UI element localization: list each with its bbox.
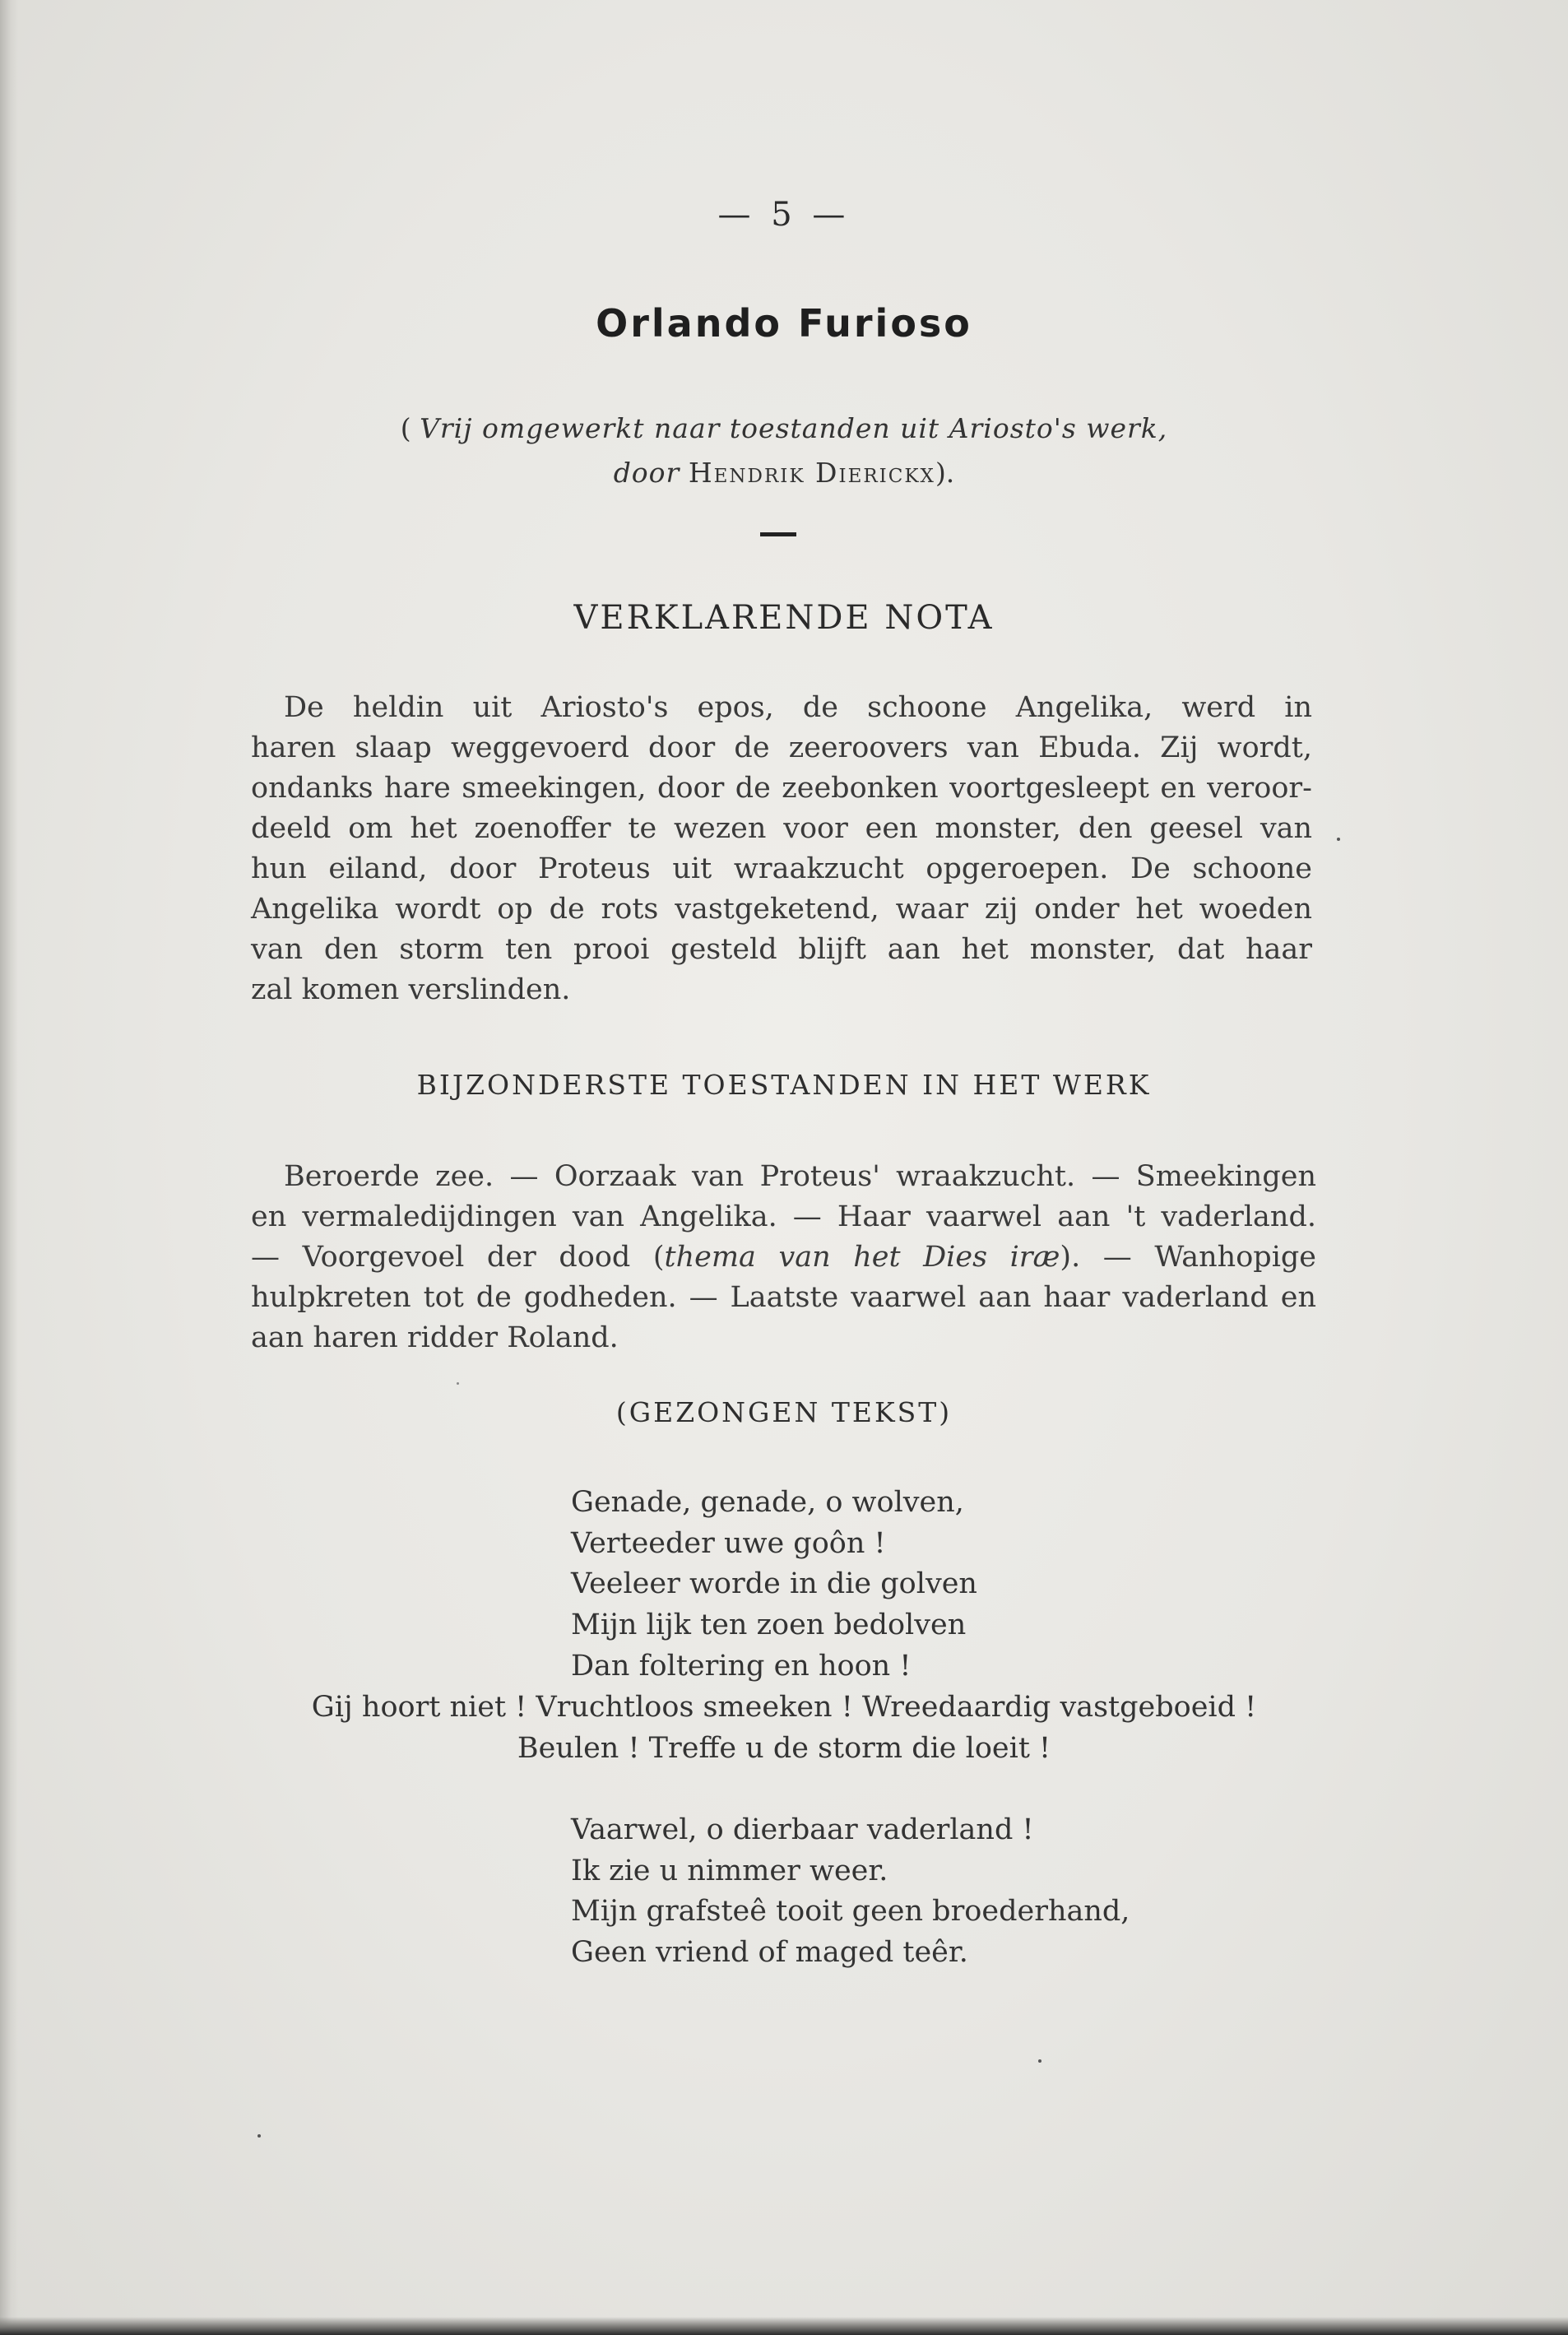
verse-line: Mijn grafsteê tooit geen broederhand, [571, 1895, 1130, 1929]
subtitle-line-1 [0, 406, 1568, 451]
toestanden-line: Beroerde zee. — Oorzaak van Proteus' wraakzucht. — Smeekingen [284, 1160, 1316, 1193]
subtitle-credit-text: Vrij omgewerkt naar toestanden uit Ariosto's werk, [420, 412, 1168, 444]
verse-line: Dan foltering en hoon ! [571, 1649, 912, 1683]
toestanden-line: en vermaledijdingen van Angelika. — Haar vaarwel aan 't vaderland. [251, 1200, 1316, 1233]
subtitle-close-paren: ). [935, 457, 955, 489]
toestanden-line [251, 1237, 1316, 1278]
refrain-line: Beulen ! Treffe u de storm die loeit ! [517, 1731, 1051, 1765]
refrain-line: Gij hoort niet ! Vruchtloos smeeken ! Wreedaardig vastgeboeid ! [311, 1691, 1257, 1724]
verse-line: Verteeder uwe goôn ! [571, 1526, 886, 1560]
toestanden-line: hulpkreten tot de godheden. — Laatste vaarwel aan haar vaderland en [251, 1281, 1316, 1314]
page-number: — 5 — [717, 196, 851, 234]
subtitle [0, 406, 1568, 495]
title-divider [760, 532, 796, 536]
nota-line: De heldin uit Ariosto's epos, de schoone Angelika, werd in [284, 691, 1312, 724]
verse-line: Geen vriend of maged teêr. [571, 1936, 968, 1970]
nota-paragraph [251, 688, 1312, 1010]
verse-line: Vaarwel, o dierbaar vaderland ! [571, 1813, 1034, 1846]
nota-line: deeld om het zoenoffer te wezen voor een monster, den geesel van [251, 812, 1312, 845]
page-left-edge [0, 0, 18, 2335]
verse-line: Ik zie u nimmer weer. [571, 1854, 888, 1887]
section-heading-gezongen: (GEZONGEN TEKST) [615, 1396, 953, 1428]
nota-line: zal komen verslinden. [251, 973, 571, 1006]
verse-line: Veeleer worde in die golven [571, 1567, 977, 1601]
dies-irae-theme: thema van het Dies iræ [664, 1241, 1060, 1274]
nota-line: ondanks hare smeekingen, door de zeebonken voortgesleept en veroor- [251, 772, 1312, 805]
verse-stanza-1 [571, 1483, 977, 1687]
toestanden-line3-pre: — Voorgevoel der dood ( [251, 1241, 665, 1274]
nota-line: van den storm ten prooi gesteld blijft aan het monster, dat haar [251, 933, 1312, 966]
verse-line: Mijn lijk ten zoen bedolven [571, 1609, 967, 1642]
nota-line: hun eiland, door Proteus uit wraakzucht opgeroepen. De schoone [251, 852, 1312, 885]
paper-speck [257, 2134, 261, 2138]
toestanden-line3-post: ). — Wanhopige [1060, 1241, 1317, 1274]
paper-speck [457, 1382, 459, 1385]
subtitle-open-paren: ( [400, 412, 420, 444]
toestanden-line: aan haren ridder Roland. [251, 1321, 619, 1354]
page-bottom-edge [0, 2317, 1568, 2335]
author-name: Hendrik Dierickx [688, 457, 935, 489]
verse-stanza-2 [571, 1810, 1130, 1974]
nota-line: Angelika wordt op de rots vastgeketend, waar zij onder het woeden [251, 893, 1312, 926]
section-heading-nota: VERKLARENDE NOTA [573, 599, 995, 637]
section-heading-toestanden: BIJZONDERSTE TOESTANDEN IN HET WERK [416, 1069, 1152, 1101]
subtitle-line-2 [0, 451, 1568, 495]
paper-speck [1038, 2059, 1041, 2063]
page-title: Orlando Furioso [596, 301, 972, 346]
toestanden-paragraph [251, 1157, 1316, 1358]
nota-line: haren slaap weggevoerd door de zeeroovers van Ebuda. Zij wordt, [251, 731, 1312, 764]
verse-line: Genade, genade, o wolven, [571, 1486, 964, 1519]
subtitle-door: door [613, 457, 680, 489]
verse-refrain [0, 1687, 1568, 1769]
paper-speck [1337, 838, 1340, 841]
